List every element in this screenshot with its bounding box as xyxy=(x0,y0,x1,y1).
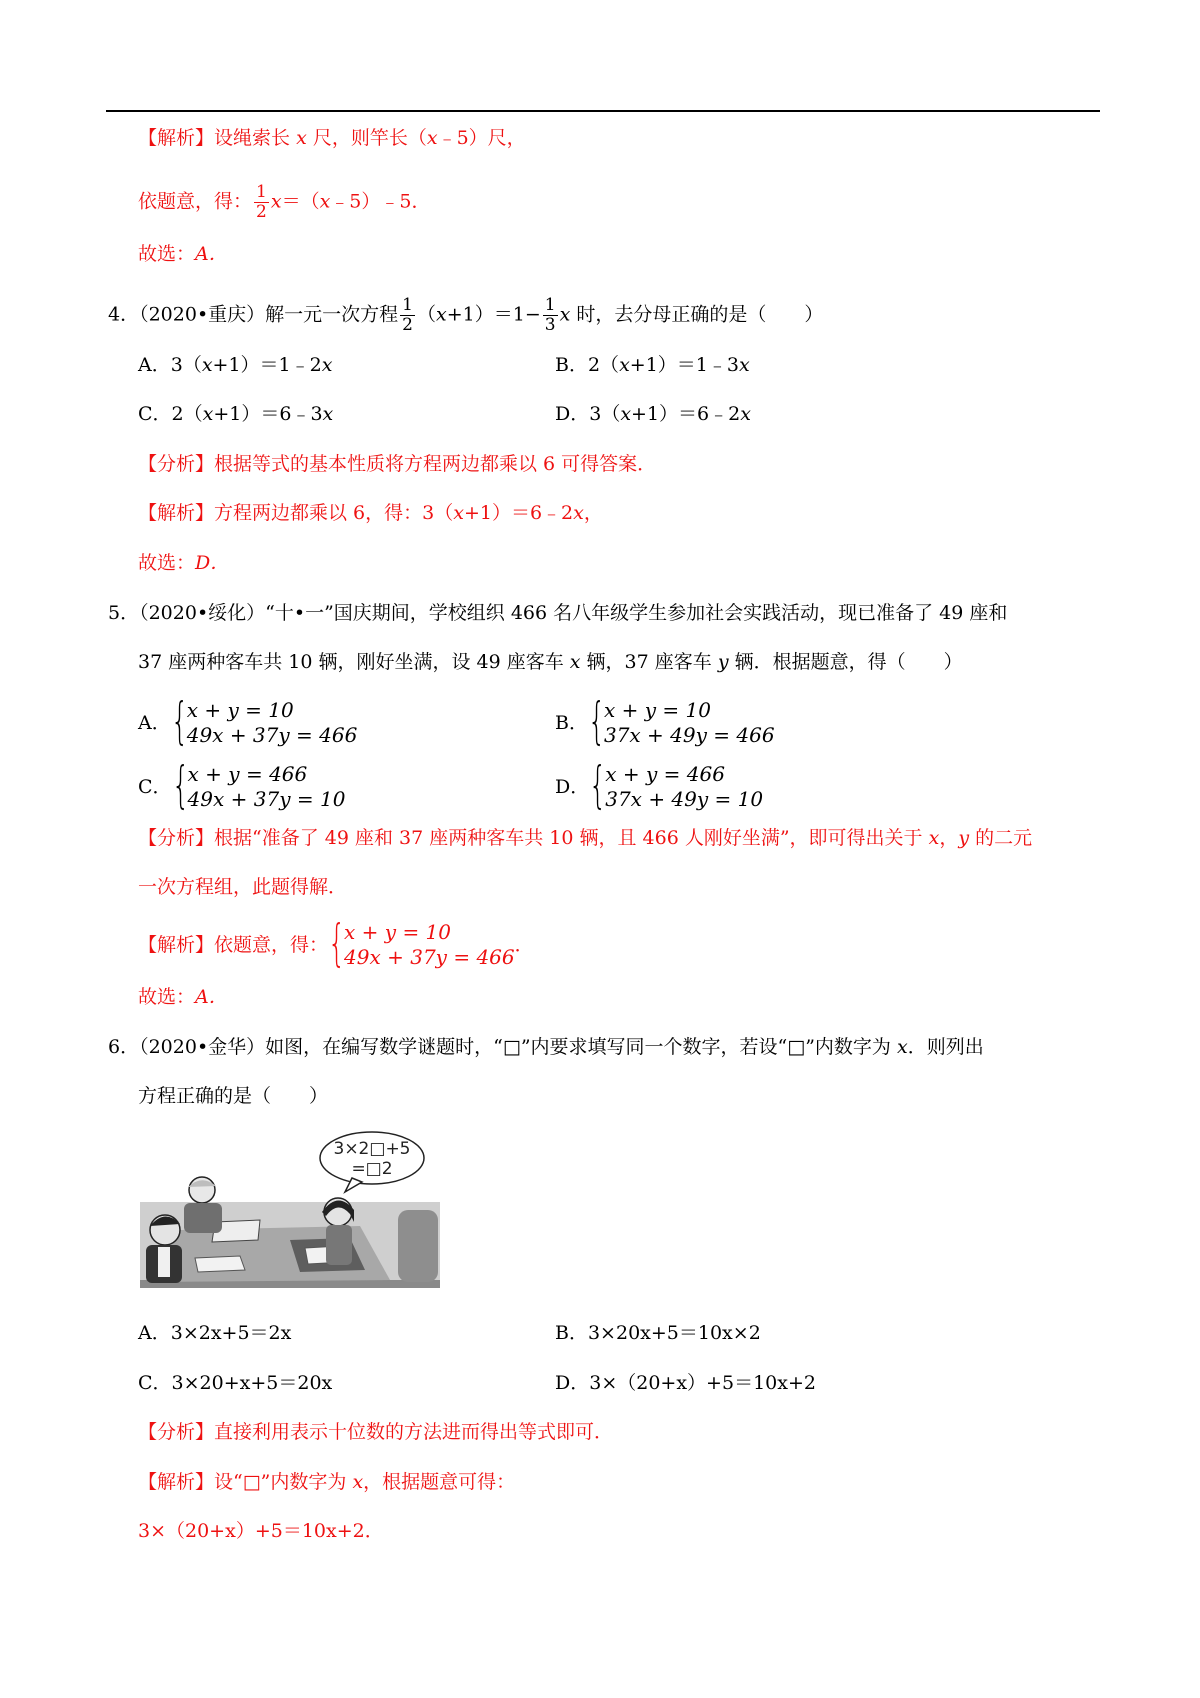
q4-option-b: B．2（x+1）＝1﹣3x xyxy=(555,354,750,376)
q4-stem: 4．（2020•重庆）解一元一次方程 $\frac{1}{2}$ （x+1）＝1− $\frac{1}{3}$ x 时，去分母正确的是（ ） xyxy=(108,295,824,335)
header-rule xyxy=(106,110,1100,112)
equation-system: { x + y = 10 49x + 37y = 466 xyxy=(328,914,515,972)
analysis-tag: 【分析】 xyxy=(138,1421,215,1443)
q5-option-c: C． { x + y = 466 49x + 37y = 10 xyxy=(138,756,346,814)
equation-system: { x + y = 466 49x + 37y = 10 xyxy=(171,756,346,814)
solution-tag: 【解析】 xyxy=(138,1471,215,1493)
q6-option-a: A．3×2x+5＝2x xyxy=(138,1322,292,1344)
q4-option-d: D．3（x+1）＝6﹣2x xyxy=(555,403,751,425)
q6-option-b: B．3×20x+5＝10x×2 xyxy=(555,1322,761,1344)
bubble-line-1: 3×2□+5 xyxy=(333,1139,411,1159)
equation-system: { x + y = 10 37x + 49y = 466 xyxy=(587,692,775,750)
q3-answer: 故选：A． xyxy=(138,243,228,265)
q6-option-d: D．3×（20+x）+5＝10x+2 xyxy=(555,1372,816,1394)
fraction: $\frac{1}{2}$ xyxy=(402,295,413,335)
bubble-line-2: =□2 xyxy=(351,1159,393,1179)
q4-option-a: A．3（x+1）＝1﹣2x xyxy=(138,354,333,376)
q6-final-equation: 3×（20+x）+5＝10x+2． xyxy=(138,1520,384,1542)
equation-system: { x + y = 10 49x + 37y = 466 xyxy=(170,692,358,750)
question-number: 6． xyxy=(108,1036,140,1058)
q6-stem-line1: 6．（2020•金华）如图，在编写数学谜题时，“□”内要求填写同一个数字，若设“□”内数字为 x．则列出 xyxy=(108,1036,984,1058)
solution-tag: 【解析】 xyxy=(138,502,215,524)
question-number: 5． xyxy=(108,602,140,624)
fraction: $\frac{1}{2}$ xyxy=(256,182,267,222)
q5-stem-line2: 37 座两种客车共 10 辆，刚好坐满，设 49 座客车 x 辆，37 座客车 y 辆．根据题意，得（ ） xyxy=(138,651,963,673)
classroom-illustration xyxy=(140,1130,440,1288)
q6-analysis: 【分析】直接利用表示十位数的方法进而得出等式即可． xyxy=(138,1421,614,1443)
q5-answer: 故选：A． xyxy=(138,986,228,1008)
q5-option-b: B． { x + y = 10 37x + 49y = 466 xyxy=(555,692,775,750)
q6-option-c: C．3×20+x+5＝20x xyxy=(138,1372,333,1394)
q3-equation: 依题意，得： $\frac{1}{2}$ x＝（x﹣5）﹣5． xyxy=(138,182,431,222)
q5-option-a: A． { x + y = 10 49x + 37y = 466 xyxy=(138,692,358,750)
question-number: 4． xyxy=(108,303,140,326)
q5-solution: 【解析】依题意，得： { x + y = 10 49x + 37y = 466 ． xyxy=(138,914,534,972)
question-source: （2020•绥化） xyxy=(139,602,266,624)
analysis-tag: 【分析】 xyxy=(138,453,215,475)
q4-option-c: C．2（x+1）＝6﹣3x xyxy=(138,403,334,425)
q5-option-d: D． { x + y = 466 37x + 49y = 10 xyxy=(555,756,764,814)
q5-stem-line1: 5．（2020•绥化）“十•一”国庆期间，学校组织 466 名八年级学生参加社会实践活动，现已准备了 49 座和 xyxy=(108,602,1008,624)
equation-system: { x + y = 466 37x + 49y = 10 xyxy=(589,756,764,814)
fraction: $\frac{1}{3}$ xyxy=(544,295,556,335)
q4-answer: 故选：D． xyxy=(138,552,230,574)
q4-solution: 【解析】方程两边都乘以 6，得：3（x+1）＝6﹣2x， xyxy=(138,502,603,524)
solution-tag: 【解析】 xyxy=(138,934,215,956)
question-source: （2020•重庆） xyxy=(139,303,266,326)
classroom-illustration-svg xyxy=(140,1130,440,1288)
q5-analysis-line2: 一次方程组，此题得解． xyxy=(138,876,348,898)
solution-tag: 【解析】 xyxy=(138,127,215,149)
q6-solution: 【解析】设“□”内数字为 x，根据题意可得： xyxy=(138,1471,516,1493)
analysis-tag: 【分析】 xyxy=(138,827,215,849)
q5-analysis-line1: 【分析】根据“准备了 49 座和 37 座两种客车共 10 辆，且 466 人刚好坐满”，即可得出关于 x，y 的二元 xyxy=(138,827,1033,849)
q4-analysis: 【分析】根据等式的基本性质将方程两边都乘以 6 可得答案． xyxy=(138,453,657,475)
q3-solution: 【解析】设绳索长 x 尺，则竿长（x﹣5）尺， xyxy=(138,127,526,149)
q6-stem-line2: 方程正确的是（ ） xyxy=(138,1085,329,1107)
question-source: （2020•金华） xyxy=(139,1036,266,1058)
